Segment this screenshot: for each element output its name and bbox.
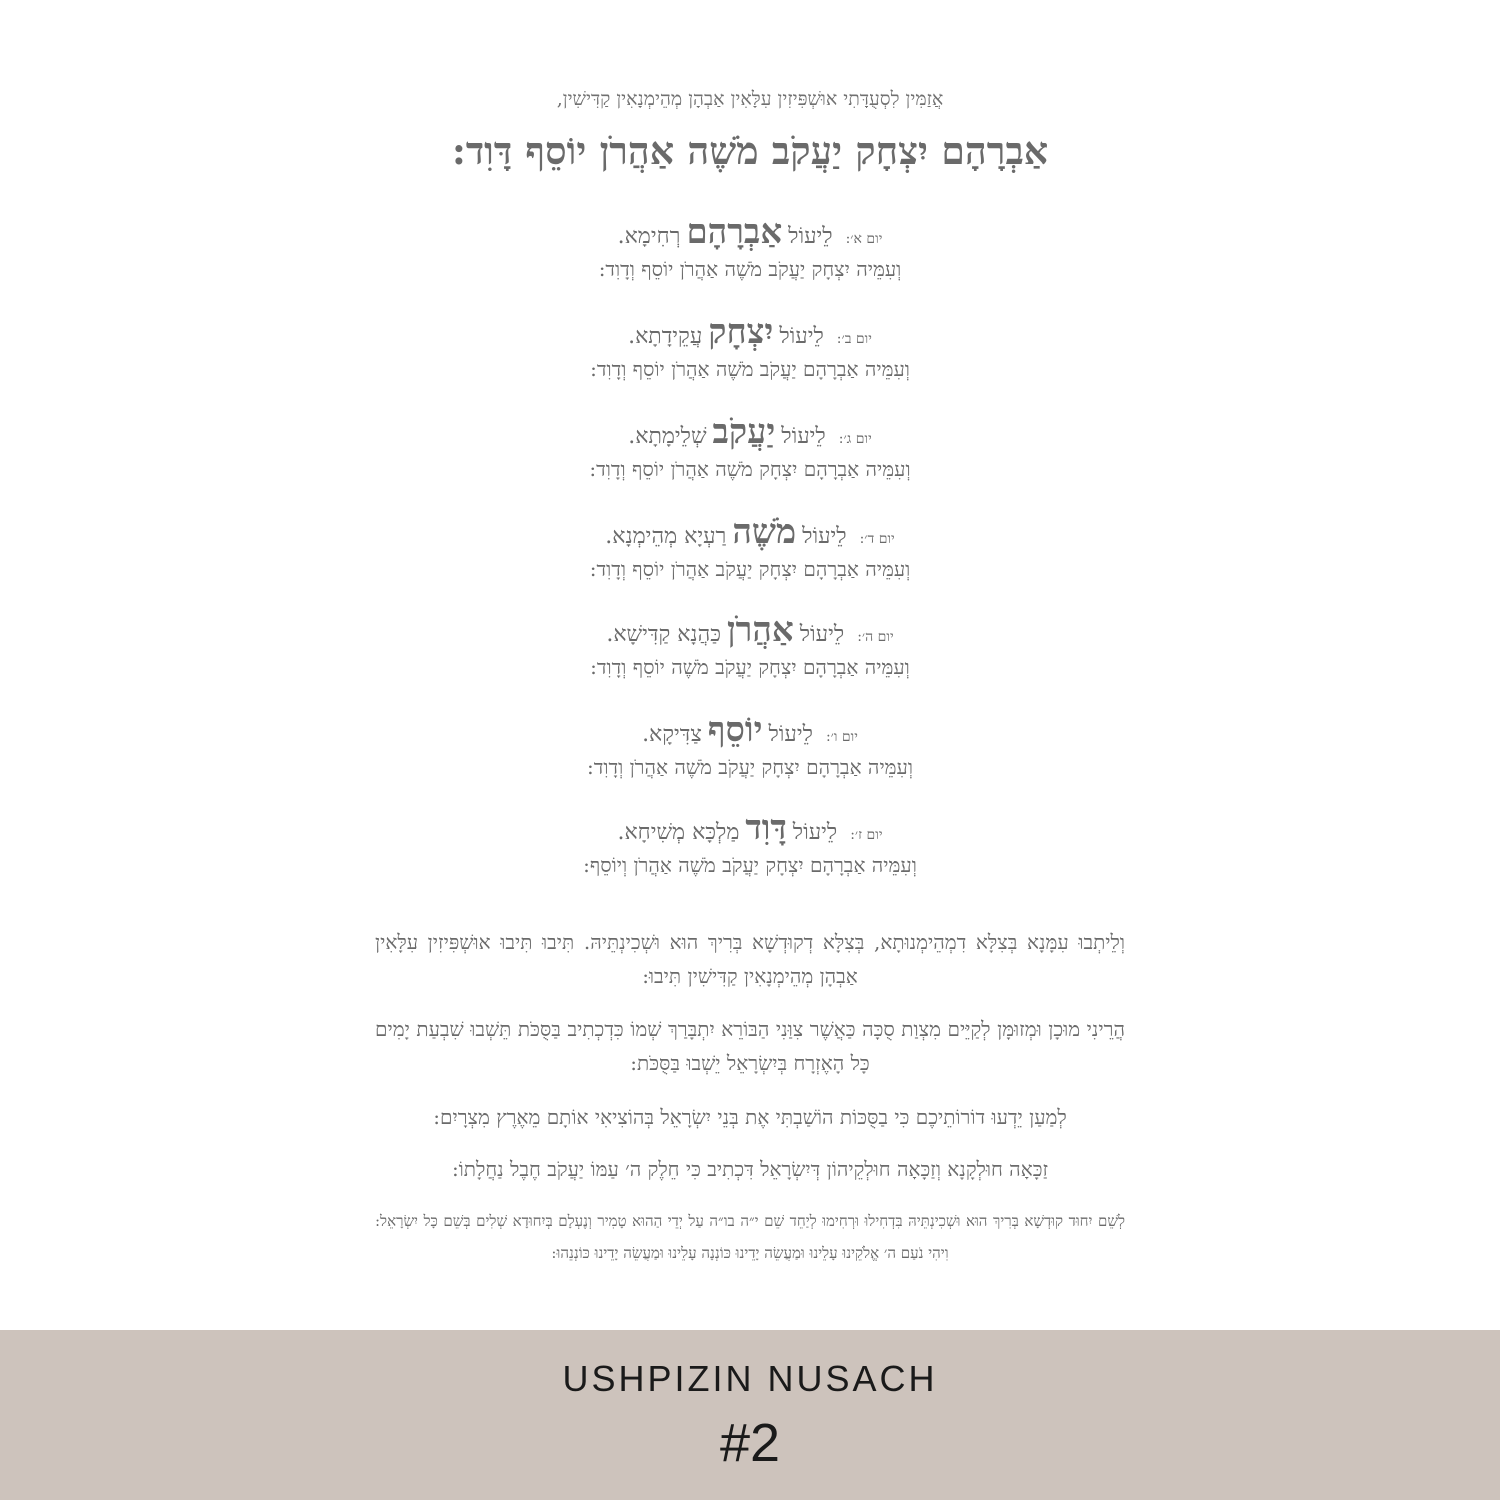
guest-title: רַעְיָא מְהֵימְנָא. xyxy=(605,524,727,549)
verse-paragraph: לְמַעַן יֵדְעוּ דוֹרוֹתֵיכֶם כִּי בַסֻּכּוֹת הוֹשַׁבְתִּי אֶת בְּנֵי יִשְׂרָאֵל בְּהוֹצִיאִי אוֹתָם מֵאֶרֶץ מִצְרָיִם: xyxy=(433,1105,1067,1129)
closing-invitation-paragraph: וְלֵיתְבוּ עִמָּנָא בְּצִלָּא דִמְהֵימְנוּתָא, בְּצִלָּא דְקוּדְשָׁא בְּרִיךְ הוּא וּשְׁכִינְתֵּיהּ. תִּיבוּ תִּיבוּ אוּשְׁפִּיזִין עִלָּאִין אַבְהָן מְהֵימְנָאִין קַדִּישִׁין תִּיבוּ: xyxy=(375,930,1125,988)
intro-invitation-line: אֲזַמִּין לִסְעֻדָּתִי אוּשְׁפִּיזִין עִלָּאִין אַבְהָן מְהֵימְנָאִין קַדִּישִׁין, xyxy=(556,88,944,110)
guest-title: רְחִימָא. xyxy=(617,224,681,249)
guest-title: עֲקֵידָתָא. xyxy=(628,324,703,349)
day-6-block xyxy=(0,710,1500,784)
accompanying-guests: וְעִמֵּיה אַבְרָהָם יַעֲקֹב מֹשֶׁה אַהֲרֹן יוֹסֵף וְדָוִד: xyxy=(590,357,910,381)
guest-title: מַלְכָּא מְשִׁיחָא. xyxy=(617,820,740,845)
guest-name: יַעֲקֹב xyxy=(712,412,776,452)
accompanying-guests: וְעִמֵּיה אַבְרָהָם יִצְחָק יַעֲקֹב אַהֲרֹן יוֹסֵף וְדָוִד: xyxy=(589,557,911,581)
day-7-block xyxy=(0,808,1500,882)
day-4-block xyxy=(0,512,1500,586)
guest-title: כַּהֲנָא קַדִּישָׁא. xyxy=(606,622,721,647)
invite-word: לֵיעוֹל xyxy=(788,224,833,249)
accompanying-guests: וְעִמֵּיה אַבְרָהָם יִצְחָק מֹשֶׁה אַהֲרֹן יוֹסֵף וְדָוִד: xyxy=(589,457,911,481)
day-label: יום ג׳: xyxy=(838,431,872,447)
day-3-block xyxy=(0,412,1500,486)
invite-word: לֵיעוֹל xyxy=(802,524,847,549)
guest-title: שְׁלֵימָתָא. xyxy=(628,424,707,449)
day-label: יום ב׳: xyxy=(836,331,872,347)
guest-name: אַבְרָהָם xyxy=(686,212,783,252)
day-label: יום ד׳: xyxy=(859,531,895,547)
day-label: יום ה׳: xyxy=(857,629,894,645)
day-1-block xyxy=(0,212,1500,286)
invite-word: לֵיעוֹל xyxy=(768,722,813,747)
guest-name: דָּוִד xyxy=(745,808,787,848)
accompanying-guests: וְעִמֵּיה אַבְרָהָם יִצְחָק יַעֲקֹב מֹשֶׁה אַהֲרֹן וְיוֹסֵף: xyxy=(583,853,917,877)
guest-name: מֹשֶׁה xyxy=(732,512,797,552)
footer-title: USHPIZIN NUSACH xyxy=(562,1358,938,1399)
accompanying-guests: וְעִמֵּיה אַבְרָהָם יִצְחָק יַעֲקֹב מֹשֶׁה אַהֲרֹן וְדָוִד: xyxy=(587,755,913,779)
day-label: יום ו׳: xyxy=(825,729,858,745)
guest-title: צַדִּיקָא. xyxy=(642,722,702,747)
guest-name: יִצְחָק xyxy=(708,312,774,352)
intro-guests-line: אַבְרָהָם יִצְחָק יַעֲקֹב מֹשֶׁה אַהֲרֹן יוֹסֵף דָּוִד: xyxy=(451,128,1049,173)
accompanying-guests: וְעִמֵּיה אַבְרָהָם יִצְחָק יַעֲקֹב מֹשֶׁה יוֹסֵף וְדָוִד: xyxy=(590,655,910,679)
day-label: יום ז׳: xyxy=(850,827,883,843)
invite-word: לֵיעוֹל xyxy=(781,424,826,449)
day-5-block xyxy=(0,610,1500,684)
invite-word: לֵיעוֹל xyxy=(779,324,824,349)
footer-number: #2 xyxy=(719,1413,781,1473)
day-2-block xyxy=(0,312,1500,386)
guest-name: יוֹסֵף xyxy=(707,710,763,750)
accompanying-guests: וְעִמֵּיה יִצְחָק יַעֲקֹב מֹשֶׁה אַהֲרֹן יוֹסֵף וְדָוִד: xyxy=(598,257,902,281)
day-label: יום א׳: xyxy=(845,231,883,247)
blessing-paragraph: זַכָּאָה חוּלְקָנָא וְזַכָּאָה חוּלְקֵיהוֹן דְּיִשְׂרָאֵל דִּכְתִיב כִּי חֵלֶק ה׳ עַמּוֹ יַעֲקֹב חֶבֶל נַחֲלָתוֹ: xyxy=(451,1157,1049,1181)
mitzvah-declaration-paragraph: הֲרֵינִי מוּכָן וּמְזוּמָּן לְקַיֵּים מִצְוַת סֻכָּה כַּאֲשֶׁר צִוַּנִי הַבּוֹרֵא יִתְבָּרַךְ שְׁמוֹ כִּדְכְתִיב בַּסֻּכֹּת תֵּשְׁבוּ שִׁבְעַת יָמִים כָּל הָאֶזְרָח בְּיִשְׂרָאֵל יֵשְׁבוּ בַּסֻּכֹּת: xyxy=(375,1017,1125,1075)
invite-word: לֵיעוֹל xyxy=(799,622,845,647)
invite-word: לֵיעוֹל xyxy=(792,820,838,845)
leshem-yichud-paragraph: לְשֵׁם יִחוּד קוּדְשָׁא בְּרִיךְ הוּא וּשְׁכִינְתֵּיהּ בִּדְחִילוּ וּרְחִימוּ לְיַחֵד שֵׁם י״ה בו״ה עַל יְדֵי הַהוּא טָמִיר וְנֶעְלָם בְּיִחוּדָא שְׁלִים בְּשֵׁם כָּל יִשְׂרָאֵל: וִיהִי נֹעַם ה׳ אֱלֹקֵינוּ עָלֵינוּ וּמַעֲשֵׂה יָדֵינוּ כּוֹנְנָה עָלֵינוּ וּמַעֲשֵׂה יָדֵינוּ כּוֹנְנֵהוּ: xyxy=(375,1212,1125,1262)
footer-banner xyxy=(0,1330,1500,1500)
guest-name: אַהֲרֹן xyxy=(727,610,794,650)
